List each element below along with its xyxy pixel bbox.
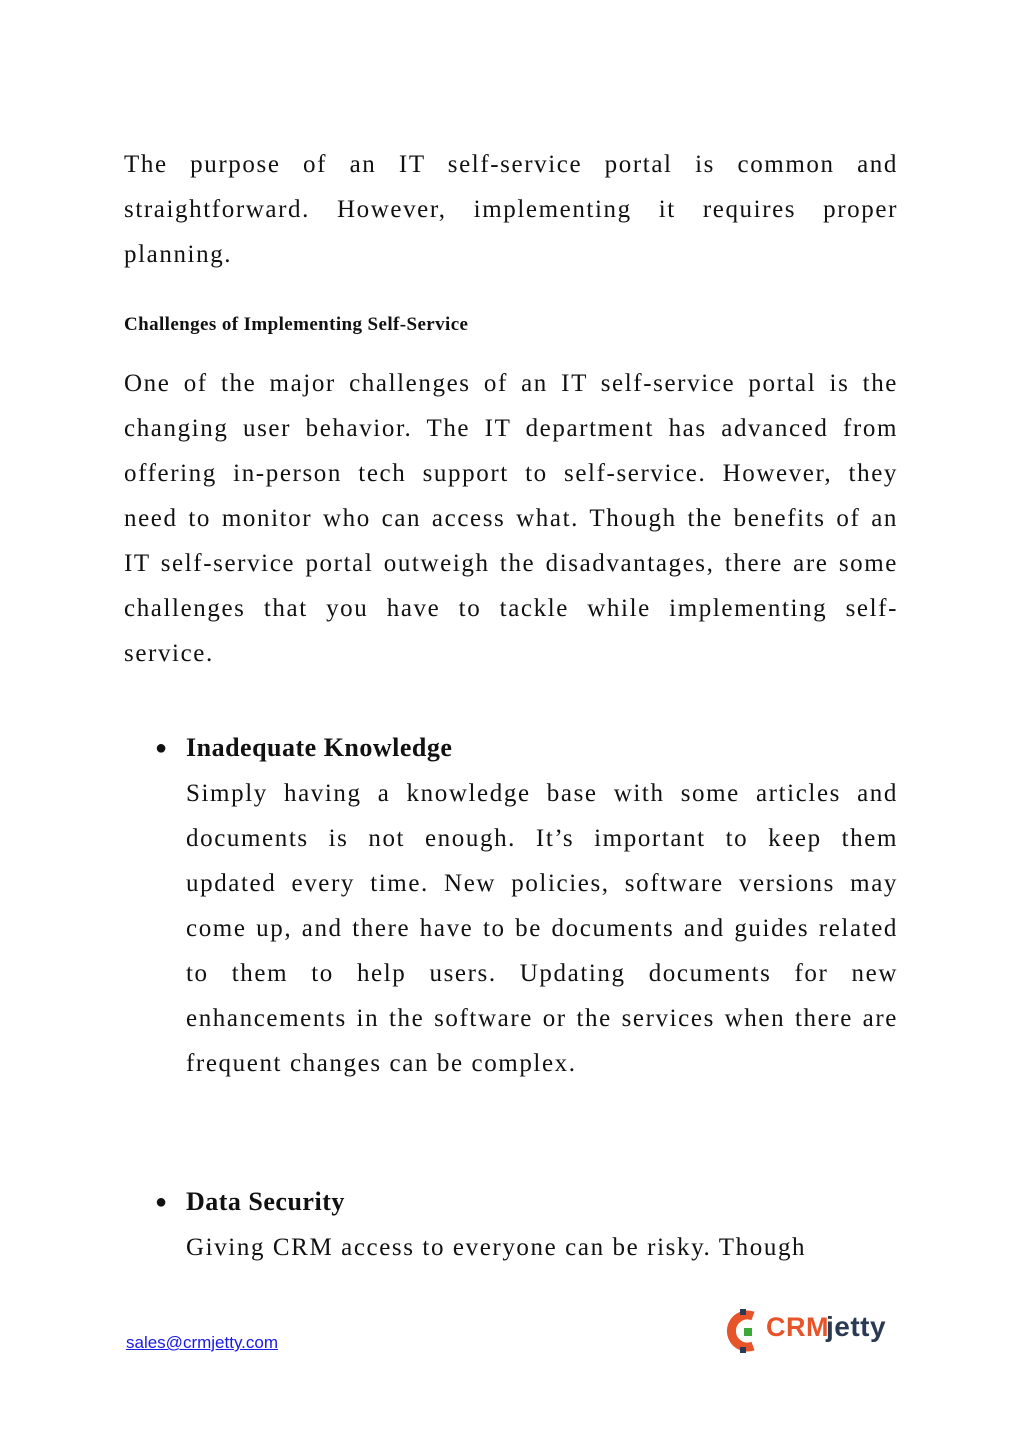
- bullet-title: Data Security: [186, 1187, 345, 1216]
- crmjetty-logo-mark-icon: [722, 1306, 764, 1356]
- bullet-dot-icon: ●: [155, 737, 168, 759]
- logo-text-jetty: jetty: [826, 1311, 887, 1342]
- bullet-body: Simply having a knowledge base with some articles and documents is not enough. It’s important to keep them updated every time. New policies, software versions may come up, and there have to be documents and guides related to them to help users. Updating documents for new enhancements in the software or the services when there are frequent changes can be complex.: [186, 780, 898, 1077]
- bullet-body: Giving CRM access to everyone can be risky. Though: [186, 1234, 807, 1261]
- intro-paragraph: The purpose of an IT self-service portal is common and straightforward. However, implementing it requires proper planning.: [124, 151, 898, 268]
- bullet-dot-icon: ●: [155, 1191, 168, 1213]
- section-heading: Challenges of Implementing Self-Service: [124, 314, 469, 335]
- challenges-paragraph: One of the major challenges of an IT self-service portal is the changing user behavior. The IT department has advanced from offering in-person tech support to self-service. However, they need to monitor who can access what. Though the benefits of an IT self-service portal outweigh the disadvantages, there are some challenges that you have to tackle while implementing self-service.: [124, 370, 898, 667]
- crmjetty-logo: [722, 1306, 902, 1356]
- footer-email-link[interactable]: sales@crmjetty.com: [126, 1333, 279, 1352]
- logo-text-crm: CRM: [766, 1312, 829, 1342]
- bullet-title: Inadequate Knowledge: [186, 733, 453, 762]
